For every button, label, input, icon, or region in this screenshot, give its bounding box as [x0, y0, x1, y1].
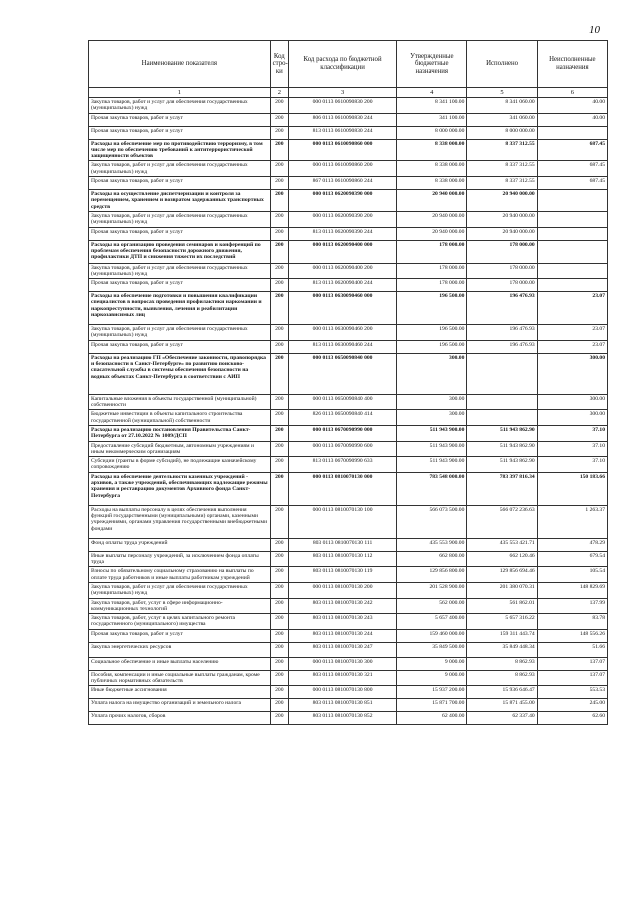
row-approved-cell: 662 800.00	[397, 551, 467, 567]
row-budget-code-cell: 000 0113 0810070130 100	[289, 505, 397, 538]
row-unexecuted-cell	[537, 190, 607, 212]
row-unexecuted-cell: 23.07	[537, 292, 607, 325]
row-budget-code-cell: 000 0113 0670090990 600	[289, 441, 397, 457]
row-unexecuted-cell: 687.45	[537, 139, 607, 161]
table-row	[89, 353, 608, 394]
row-approved-cell: 178 000.00	[397, 240, 467, 263]
row-line-code-cell: 200	[270, 410, 288, 426]
table-row	[89, 686, 608, 699]
row-name-cell: Уплата прочих налогов, сборов	[89, 712, 271, 725]
row-budget-code-cell: 000 0113 0670090990 000	[289, 425, 397, 441]
row-executed-cell: 8 862.93	[467, 670, 537, 686]
row-budget-code-cell: 000 0113 0810070130 200	[289, 582, 397, 598]
row-budget-code-cell: 803 0113 0810070130 242	[289, 598, 397, 614]
row-executed-cell	[467, 394, 537, 410]
row-approved-cell: 15 937 200.00	[397, 686, 467, 699]
row-approved-cell: 159 460 000.00	[397, 629, 467, 642]
row-executed-cell: 435 553 421.71	[467, 538, 537, 551]
row-name-cell: Закупка энергетических ресурсов	[89, 642, 271, 657]
row-line-code-cell: 200	[270, 263, 288, 279]
table-row	[89, 394, 608, 410]
row-name-cell: Расходы на организацию проведения семинаров и конференций по проблемам обеспечения безопасности дорожного движения, профилактики ДТП и снижения тяжести их последствий	[89, 240, 271, 263]
header-line-code: Код стро-ки	[270, 41, 288, 88]
row-executed-cell: 178 000.00	[467, 263, 537, 279]
row-budget-code-cell: 803 0113 0810070130 321	[289, 670, 397, 686]
row-executed-cell: 511 943 862.90	[467, 441, 537, 457]
row-line-code-cell: 200	[270, 279, 288, 292]
row-budget-code-cell: 803 0113 0810070130 247	[289, 642, 397, 657]
row-executed-cell: 5 657 316.22	[467, 614, 537, 630]
row-unexecuted-cell: 679.54	[537, 551, 607, 567]
row-budget-code-cell: 803 0113 0810070130 112	[289, 551, 397, 567]
row-line-code-cell: 200	[270, 657, 288, 670]
table-row	[89, 425, 608, 441]
row-unexecuted-cell: 553.53	[537, 686, 607, 699]
row-unexecuted-cell: 37.10	[537, 441, 607, 457]
row-line-code-cell: 200	[270, 670, 288, 686]
table-row	[89, 340, 608, 353]
table-row	[89, 712, 608, 725]
row-approved-cell: 8 338 000.00	[397, 161, 467, 177]
row-approved-cell: 300.00	[397, 353, 467, 394]
row-approved-cell: 196 500.00	[397, 325, 467, 341]
row-unexecuted-cell: 148 556.26	[537, 629, 607, 642]
row-name-cell: Расходы на реализацию ГП «Обеспечение законности, правопорядка и безопасности в Санкт-Петербурге» по развитию поисково-спасательной службы в системы обеспечения безопасности на водных объектах Санкт-Петербурга в соответствии с АИП	[89, 353, 271, 394]
row-name-cell: Бюджетные инвестиции в объекты капитального строительства государственной (муниципальной) собственности	[89, 410, 271, 426]
row-approved-cell: 511 943 900.00	[397, 441, 467, 457]
row-line-code-cell: 200	[270, 126, 288, 139]
row-name-cell: Закупка товаров, работ и услуг для обеспечения государственных (муниципальных) нужд	[89, 263, 271, 279]
row-budget-code-cell: 000 0113 0610090830 200	[289, 98, 397, 114]
table-row	[89, 642, 608, 657]
row-executed-cell	[467, 410, 537, 426]
row-executed-cell: 8 341 060.00	[467, 98, 537, 114]
table-body	[89, 98, 608, 725]
row-name-cell: Иные бюджетные ассигнования	[89, 686, 271, 699]
row-unexecuted-cell: 37.10	[537, 425, 607, 441]
row-approved-cell: 20 940 000.00	[397, 190, 467, 212]
row-approved-cell: 178 000.00	[397, 263, 467, 279]
row-approved-cell: 9 000.00	[397, 657, 467, 670]
row-approved-cell: 562 000.00	[397, 598, 467, 614]
row-unexecuted-cell: 83.78	[537, 614, 607, 630]
row-budget-code-cell: 803 0113 0810070130 111	[289, 538, 397, 551]
row-budget-code-cell: 813 0113 0620090400 244	[289, 279, 397, 292]
row-executed-cell: 15 936 646.47	[467, 686, 537, 699]
table-row	[89, 538, 608, 551]
row-unexecuted-cell: 300.00	[537, 394, 607, 410]
row-name-cell: Закупка товаров, работ и услуг для обеспечения государственных (муниципальных) нужд	[89, 325, 271, 341]
row-line-code-cell: 200	[270, 712, 288, 725]
row-unexecuted-cell: 51.66	[537, 642, 607, 657]
row-name-cell: Закупка товаров, работ, услуг в целях капитального ремонта государственного (муниципального) имущества	[89, 614, 271, 630]
table-row	[89, 177, 608, 190]
row-unexecuted-cell: 478.29	[537, 538, 607, 551]
row-name-cell: Прочая закупка товаров, работ и услуг	[89, 629, 271, 642]
row-name-cell: Закупка товаров, работ и услуг для обеспечения государственных (муниципальных) нужд	[89, 582, 271, 598]
row-unexecuted-cell: 62.60	[537, 712, 607, 725]
table-row	[89, 325, 608, 341]
row-unexecuted-cell: 300.00	[537, 353, 607, 394]
row-executed-cell: 662 120.46	[467, 551, 537, 567]
row-budget-code-cell: 826 0113 0650090840 414	[289, 410, 397, 426]
row-budget-code-cell: 867 0113 0610090860 244	[289, 177, 397, 190]
table-row	[89, 614, 608, 630]
row-line-code-cell: 200	[270, 292, 288, 325]
row-unexecuted-cell	[537, 240, 607, 263]
row-line-code-cell: 200	[270, 177, 288, 190]
row-budget-code-cell: 000 0113 0620090400 000	[289, 240, 397, 263]
row-approved-cell: 566 073 500.00	[397, 505, 467, 538]
row-unexecuted-cell	[537, 263, 607, 279]
row-name-cell: Взносы по обязательному социальному страхованию на выплаты по оплате труда работников и иные выплаты работникам учреждений	[89, 567, 271, 583]
table-row	[89, 240, 608, 263]
row-approved-cell: 20 940 000.00	[397, 227, 467, 240]
table-row	[89, 699, 608, 712]
table-row	[89, 126, 608, 139]
row-executed-cell: 511 943 862.90	[467, 457, 537, 473]
row-name-cell: Фонд оплаты труда учреждений	[89, 538, 271, 551]
row-unexecuted-cell: 687.45	[537, 161, 607, 177]
table-row	[89, 472, 608, 505]
row-budget-code-cell: 803 0113 0810070130 852	[289, 712, 397, 725]
row-line-code-cell: 200	[270, 240, 288, 263]
row-unexecuted-cell: 148 829.69	[537, 582, 607, 598]
row-executed-cell: 511 943 862.90	[467, 425, 537, 441]
table-row	[89, 98, 608, 114]
row-name-cell: Закупка товаров, работ и услуг для обеспечения государственных (муниципальных) нужд	[89, 98, 271, 114]
row-line-code-cell: 200	[270, 340, 288, 353]
table-row	[89, 279, 608, 292]
row-line-code-cell: 200	[270, 629, 288, 642]
table-row	[89, 190, 608, 212]
row-approved-cell: 300.00	[397, 410, 467, 426]
row-executed-cell: 178 000.00	[467, 279, 537, 292]
row-name-cell: Закупка товаров, работ, услуг в сфере информационно-коммуникационных технологий	[89, 598, 271, 614]
row-approved-cell: 511 943 900.00	[397, 425, 467, 441]
table-row	[89, 551, 608, 567]
table-row	[89, 292, 608, 325]
row-approved-cell: 62 400.00	[397, 712, 467, 725]
row-budget-code-cell: 000 0113 0810070130 000	[289, 472, 397, 505]
row-budget-code-cell: 803 0113 0810070130 243	[289, 614, 397, 630]
row-line-code-cell: 200	[270, 686, 288, 699]
row-budget-code-cell: 000 0113 0810070130 800	[289, 686, 397, 699]
row-unexecuted-cell: 300.00	[537, 410, 607, 426]
row-approved-cell: 196 500.00	[397, 340, 467, 353]
table-row	[89, 582, 608, 598]
row-name-cell: Расходы на осуществление диспетчеризации и контроля за перемещением, хранением и возвратом задержанных транспортных средств	[89, 190, 271, 212]
row-name-cell: Иные выплаты персоналу учреждений, за исключением фонда оплаты труда	[89, 551, 271, 567]
header-budget-code: Код расхода по бюджетной классификации	[289, 41, 397, 88]
row-name-cell: Расходы на обеспечение мер по противодействию терроризму, в том числе мер по обеспечению требований к антитеррористической защищенности объектов	[89, 139, 271, 161]
row-budget-code-cell: 000 0113 0620090390 200	[289, 211, 397, 227]
header-executed: Исполнено	[467, 41, 537, 88]
row-unexecuted-cell	[537, 227, 607, 240]
row-executed-cell: 178 000.00	[467, 240, 537, 263]
row-name-cell: Расходы на обеспечение подготовки и повышения квалификации специалистов в вопросах проведения профилактики наркомании и наркопреступности, выявления, лечения и реабилитации наркозависимых лиц	[89, 292, 271, 325]
row-budget-code-cell: 813 0113 0670090990 633	[289, 457, 397, 473]
row-executed-cell: 196 476.93	[467, 325, 537, 341]
row-line-code-cell: 200	[270, 211, 288, 227]
row-executed-cell: 196 476.93	[467, 340, 537, 353]
row-line-code-cell: 200	[270, 614, 288, 630]
table-row	[89, 629, 608, 642]
row-name-cell: Прочая закупка товаров, работ и услуг	[89, 340, 271, 353]
row-budget-code-cell: 813 0113 0630090460 244	[289, 340, 397, 353]
row-unexecuted-cell: 245.00	[537, 699, 607, 712]
row-unexecuted-cell: 37.10	[537, 457, 607, 473]
row-name-cell: Капитальные вложения в объекты государственной (муниципальной) собственности	[89, 394, 271, 410]
column-number: 6	[537, 88, 607, 98]
row-line-code-cell: 200	[270, 161, 288, 177]
row-unexecuted-cell: 137.99	[537, 598, 607, 614]
header-approved: Утвержденные бюджетные назначения	[397, 41, 467, 88]
table-header-row	[89, 41, 608, 88]
row-approved-cell: 8 000 000.00	[397, 126, 467, 139]
row-approved-cell: 8 338 000.00	[397, 139, 467, 161]
row-approved-cell: 15 871 700.00	[397, 699, 467, 712]
row-unexecuted-cell: 150 183.66	[537, 472, 607, 505]
row-approved-cell: 35 849 500.00	[397, 642, 467, 657]
table-row	[89, 567, 608, 583]
row-budget-code-cell: 000 0113 0630090460 200	[289, 325, 397, 341]
table-row	[89, 161, 608, 177]
row-name-cell: Субсидии (гранты в форме субсидий), не подлежащие казначейскому сопровождению	[89, 457, 271, 473]
row-unexecuted-cell: 40.00	[537, 113, 607, 126]
row-name-cell: Закупка товаров, работ и услуг для обеспечения государственных (муниципальных) нужд	[89, 161, 271, 177]
row-name-cell: Уплата налога на имущество организаций и земельного налога	[89, 699, 271, 712]
row-executed-cell: 129 856 694.46	[467, 567, 537, 583]
row-executed-cell: 35 849 448.34	[467, 642, 537, 657]
row-executed-cell: 201 380 070.31	[467, 582, 537, 598]
row-name-cell: Прочая закупка товаров, работ и услуг	[89, 227, 271, 240]
row-name-cell: Расходы на реализацию постановления Правительства Санкт-Петербурга от 27.10.2022 № 1009/ДСП	[89, 425, 271, 441]
table-row	[89, 410, 608, 426]
row-unexecuted-cell: 105.54	[537, 567, 607, 583]
table-row	[89, 457, 608, 473]
row-budget-code-cell: 000 0113 0610090860 000	[289, 139, 397, 161]
row-budget-code-cell: 000 0113 0650090840 000	[289, 353, 397, 394]
row-line-code-cell: 200	[270, 699, 288, 712]
row-line-code-cell: 200	[270, 551, 288, 567]
row-approved-cell: 341 100.00	[397, 113, 467, 126]
row-budget-code-cell: 813 0113 0610090830 244	[289, 126, 397, 139]
row-approved-cell: 435 553 900.00	[397, 538, 467, 551]
row-line-code-cell: 200	[270, 582, 288, 598]
row-approved-cell: 511 943 900.00	[397, 457, 467, 473]
column-number: 1	[89, 88, 271, 98]
row-executed-cell: 8 862.93	[467, 657, 537, 670]
row-executed-cell: 20 940 000.00	[467, 227, 537, 240]
row-line-code-cell: 200	[270, 98, 288, 114]
row-name-cell: Прочая закупка товаров, работ и услуг	[89, 177, 271, 190]
row-unexecuted-cell: 137.07	[537, 657, 607, 670]
row-unexecuted-cell: 137.07	[537, 670, 607, 686]
row-budget-code-cell: 806 0113 0610090830 244	[289, 113, 397, 126]
row-name-cell: Прочая закупка товаров, работ и услуг	[89, 126, 271, 139]
row-line-code-cell: 200	[270, 457, 288, 473]
row-line-code-cell: 200	[270, 425, 288, 441]
row-unexecuted-cell	[537, 126, 607, 139]
header-unexecuted: Неисполненные назначения	[537, 41, 607, 88]
row-name-cell: Закупка товаров, работ и услуг для обеспечения государственных (муниципальных) нужд	[89, 211, 271, 227]
header-name: Наименование показателя	[89, 41, 271, 88]
row-budget-code-cell: 803 0113 0810070130 119	[289, 567, 397, 583]
row-executed-cell: 8 337 312.55	[467, 139, 537, 161]
row-executed-cell: 341 060.00	[467, 113, 537, 126]
row-name-cell: Пособия, компенсации и иные социальные выплаты гражданам, кроме публичных нормативных обязательств	[89, 670, 271, 686]
row-name-cell: Прочая закупка товаров, работ и услуг	[89, 113, 271, 126]
row-budget-code-cell: 000 0113 0620090390 000	[289, 190, 397, 212]
row-budget-code-cell: 000 0113 0630090460 000	[289, 292, 397, 325]
column-number: 5	[467, 88, 537, 98]
row-executed-cell: 20 940 000.00	[467, 211, 537, 227]
table-row	[89, 657, 608, 670]
row-approved-cell: 201 528 900.00	[397, 582, 467, 598]
table-row	[89, 441, 608, 457]
row-unexecuted-cell: 23.07	[537, 325, 607, 341]
row-executed-cell: 783 397 816.34	[467, 472, 537, 505]
table-row	[89, 670, 608, 686]
row-line-code-cell: 200	[270, 441, 288, 457]
budget-execution-table	[88, 40, 608, 725]
row-approved-cell: 9 000.00	[397, 670, 467, 686]
table-row	[89, 139, 608, 161]
row-line-code-cell: 200	[270, 113, 288, 126]
row-executed-cell: 561 862.01	[467, 598, 537, 614]
row-line-code-cell: 200	[270, 190, 288, 212]
row-executed-cell: 62 337.40	[467, 712, 537, 725]
row-unexecuted-cell	[537, 211, 607, 227]
row-executed-cell: 8 337 312.55	[467, 177, 537, 190]
table-row	[89, 505, 608, 538]
row-name-cell: Предоставление субсидий бюджетным, автономным учреждениям и иным некоммерческим организациям	[89, 441, 271, 457]
row-line-code-cell: 200	[270, 472, 288, 505]
row-line-code-cell: 200	[270, 538, 288, 551]
row-approved-cell: 178 000.00	[397, 279, 467, 292]
row-budget-code-cell: 000 0113 0650090840 400	[289, 394, 397, 410]
row-executed-cell: 196 476.93	[467, 292, 537, 325]
table-row	[89, 227, 608, 240]
row-approved-cell: 20 940 000.00	[397, 211, 467, 227]
row-line-code-cell: 200	[270, 598, 288, 614]
row-approved-cell: 5 657 400.00	[397, 614, 467, 630]
row-budget-code-cell: 803 0113 0810070130 244	[289, 629, 397, 642]
table-row	[89, 598, 608, 614]
table-row	[89, 211, 608, 227]
row-executed-cell: 15 871 455.00	[467, 699, 537, 712]
row-budget-code-cell: 813 0113 0620090390 244	[289, 227, 397, 240]
row-unexecuted-cell	[537, 279, 607, 292]
row-executed-cell: 566 072 236.63	[467, 505, 537, 538]
row-line-code-cell: 200	[270, 139, 288, 161]
row-line-code-cell: 200	[270, 353, 288, 394]
row-approved-cell: 300.00	[397, 394, 467, 410]
column-number: 2	[270, 88, 288, 98]
row-executed-cell: 8 337 312.55	[467, 161, 537, 177]
row-approved-cell: 129 856 800.00	[397, 567, 467, 583]
row-line-code-cell: 200	[270, 642, 288, 657]
row-unexecuted-cell: 23.07	[537, 340, 607, 353]
row-approved-cell: 8 338 000.00	[397, 177, 467, 190]
column-number-row	[89, 88, 608, 98]
row-line-code-cell: 200	[270, 325, 288, 341]
row-approved-cell: 8 341 100.00	[397, 98, 467, 114]
row-line-code-cell: 200	[270, 505, 288, 538]
row-approved-cell: 783 548 000.00	[397, 472, 467, 505]
row-unexecuted-cell: 687.45	[537, 177, 607, 190]
row-line-code-cell: 200	[270, 227, 288, 240]
row-name-cell: Расходы на обеспечение деятельности казенных учреждений - архивов, а также учреждений, обеспечивающих надлежащие режимы хранения и реставрацию документов Архивного фонда Санкт-Петербурга	[89, 472, 271, 505]
row-name-cell: Прочая закупка товаров, работ и услуг	[89, 279, 271, 292]
row-budget-code-cell: 000 0113 0620090400 200	[289, 263, 397, 279]
row-unexecuted-cell: 1 263.37	[537, 505, 607, 538]
table-row	[89, 263, 608, 279]
row-unexecuted-cell: 40.00	[537, 98, 607, 114]
row-line-code-cell: 200	[270, 567, 288, 583]
row-name-cell: Расходы на выплаты персоналу в целях обеспечения выполнения функций государственными (муниципальными) органами, казенными учреждениями, органами управления государственными внебюджетными фондами	[89, 505, 271, 538]
row-budget-code-cell: 000 0113 0610090860 200	[289, 161, 397, 177]
page-number: 10	[589, 24, 600, 36]
row-line-code-cell: 200	[270, 394, 288, 410]
row-executed-cell	[467, 353, 537, 394]
row-executed-cell: 8 000 000.00	[467, 126, 537, 139]
row-executed-cell: 20 940 000.00	[467, 190, 537, 212]
row-budget-code-cell: 803 0113 0810070130 851	[289, 699, 397, 712]
table-row	[89, 113, 608, 126]
row-name-cell: Социальное обеспечение и иные выплаты населению	[89, 657, 271, 670]
row-approved-cell: 196 500.00	[397, 292, 467, 325]
row-executed-cell: 159 311 443.74	[467, 629, 537, 642]
row-budget-code-cell: 000 0113 0810070130 300	[289, 657, 397, 670]
column-number: 3	[289, 88, 397, 98]
column-number: 4	[397, 88, 467, 98]
